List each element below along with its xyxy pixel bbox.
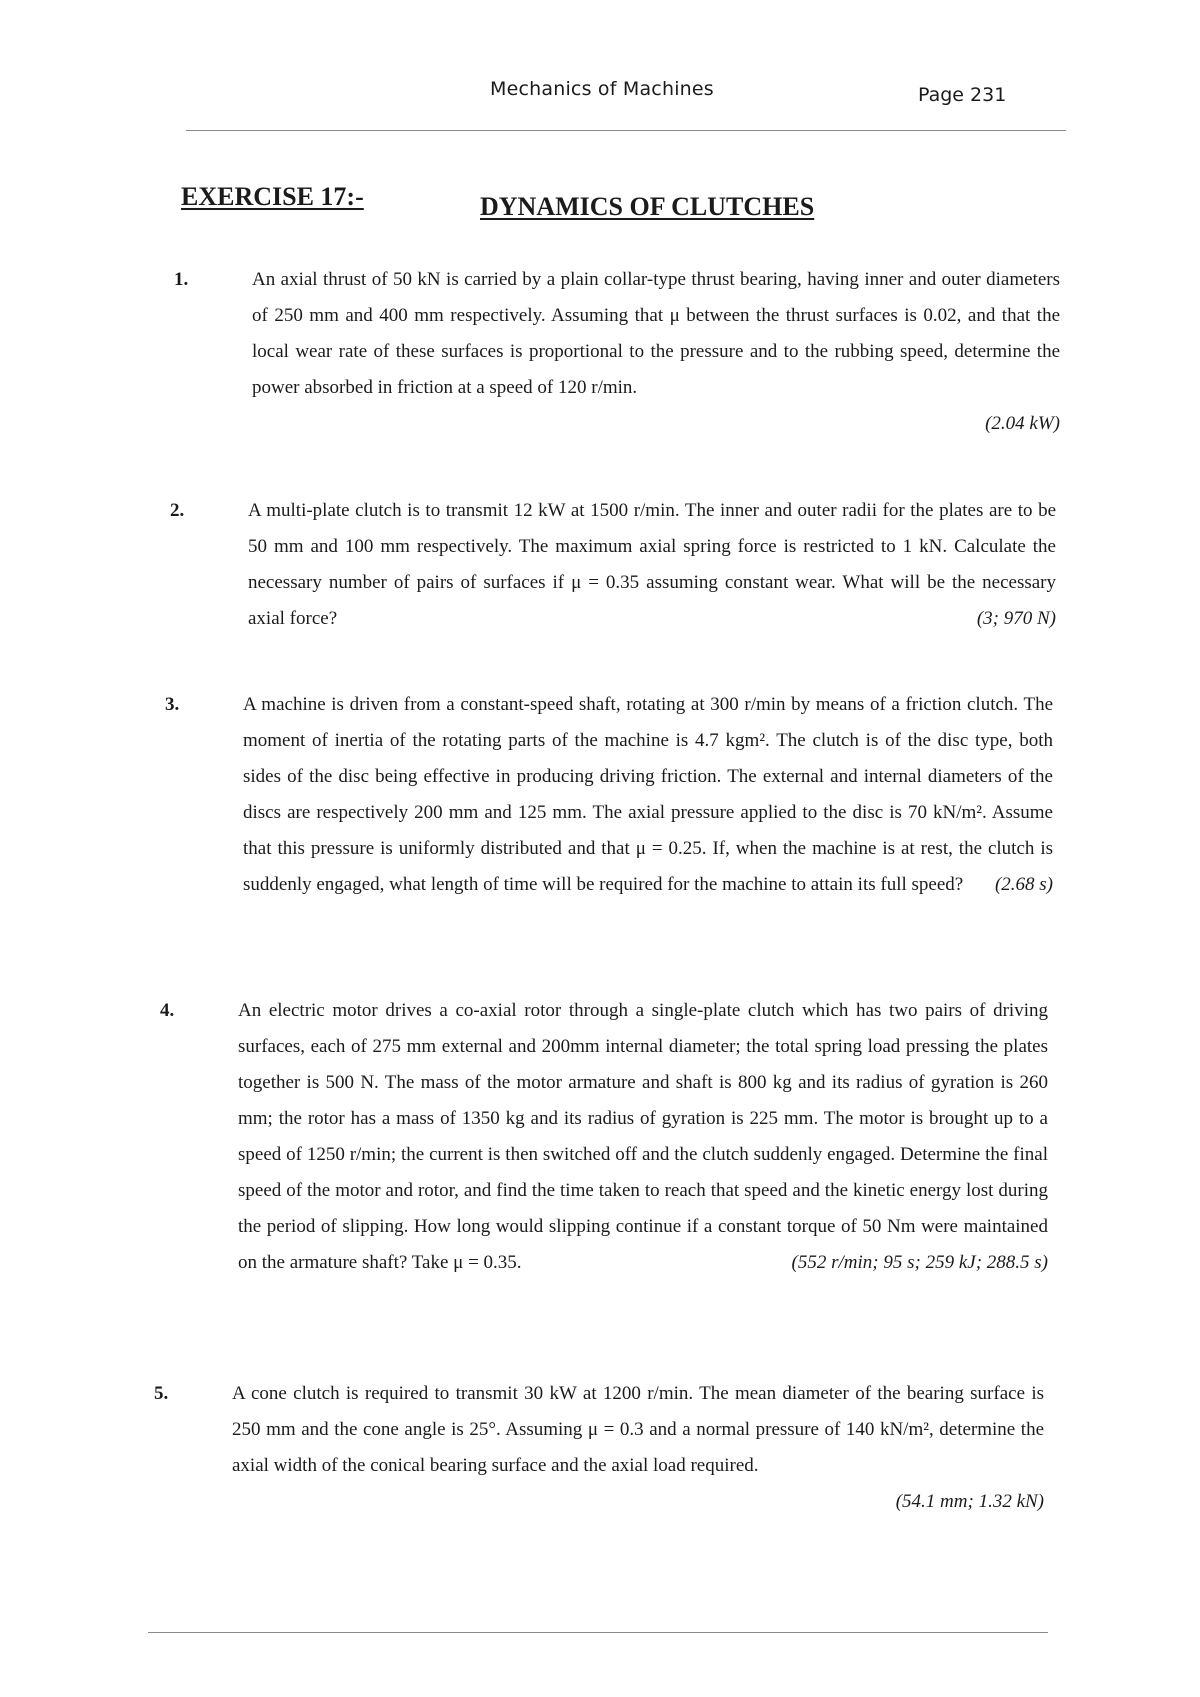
book-title: Mechanics of Machines: [490, 78, 714, 100]
problem-number: 1.: [174, 269, 189, 290]
problem-answer: (552 r/min; 95 s; 259 kJ; 288.5 s): [791, 1252, 1048, 1273]
problem-body: A multi-plate clutch is to transmit 12 kW at 1500 r/min. The inner and outer radii for the plates are to be 50 mm and 100 mm respectively. The maximum axial spring force is restricted to 1 kN. Calculate the necessary number of pairs of surfaces if μ = 0.35 assuming constant wear. What will be the necessary axial force?: [248, 500, 1056, 629]
exercise-label: EXERCISE 17:-: [181, 182, 364, 211]
problem-body: An electric motor drives a co-axial rotor through a single-plate clutch which has two pairs of driving surfaces, each of 275 mm external and 200mm internal diameter; the total spring load pressing the plates together is 500 N. The mass of the motor armature and shaft is 800 kg and its radius of gyration is 260 mm; the rotor has a mass of 1350 kg and its radius of gyration is 225 mm. The motor is brought up to a speed of 1250 r/min; the current is then switched off and the clutch suddenly engaged. Determine the final speed of the motor and rotor, and find the time taken to reach that speed and the kinetic energy lost during the period of slipping. How long would slipping continue if a constant torque of 50 Nm were maintained on the armature shaft? Take μ = 0.35.: [238, 1000, 1048, 1273]
problem-number: 5.: [154, 1383, 169, 1404]
problem-3: [165, 687, 1053, 903]
problem-answer: (54.1 mm; 1.32 kN): [895, 1491, 1044, 1512]
problem-text: A cone clutch is required to transmit 30 kW at 1200 r/min. The mean diameter of the bearing surface is 250 mm and the cone angle is 25°. Assuming μ = 0.3 and a normal pressure of 140 kN/m², determine the axial width of the conical bearing surface and the axial load required.: [232, 1383, 1044, 1476]
problem-answer: (2.68 s): [994, 874, 1053, 895]
problem-4: [160, 993, 1048, 1281]
problem-5: [154, 1376, 1044, 1520]
problem-text: [238, 993, 1048, 1281]
page-number: Page 231: [918, 84, 1007, 106]
problem-number: 2.: [170, 500, 185, 521]
problem-answer: (2.04 kW): [985, 413, 1060, 434]
exercise-topic: DYNAMICS OF CLUTCHES: [480, 192, 815, 221]
problem-number: 3.: [165, 694, 180, 715]
footer-rule: [148, 1632, 1048, 1633]
problem-number: 4.: [160, 1000, 175, 1021]
problem-1: [174, 262, 1060, 442]
page-header: [0, 78, 1200, 118]
header-rule: [186, 130, 1066, 131]
problem-2: [170, 493, 1056, 637]
problem-text: An axial thrust of 50 kN is carried by a plain collar-type thrust bearing, having inner and outer diameters of 250 mm and 400 mm respectively. Assuming that μ between the thrust surfaces is 0.02, and that the local wear rate of these surfaces is proportional to the pressure and to the rubbing speed, determine the power absorbed in friction at a speed of 120 r/min.: [252, 269, 1060, 398]
problem-body: A machine is driven from a constant-speed shaft, rotating at 300 r/min by means of a friction clutch. The moment of inertia of the rotating parts of the machine is 4.7 kgm². The clutch is of the disc type, both sides of the disc being effective in producing driving friction. The external and internal diameters of the discs are respectively 200 mm and 125 mm. The axial pressure applied to the disc is 70 kN/m². Assume that this pressure is uniformly distributed and that μ = 0.25. If, when the machine is at rest, the clutch is suddenly engaged, what length of time will be required for the machine to attain its full speed?: [243, 694, 1053, 895]
problem-text: [243, 687, 1053, 903]
problem-answer: (3; 970 N): [976, 608, 1056, 629]
exercise-heading: [0, 182, 1200, 222]
problem-text: [248, 493, 1056, 637]
